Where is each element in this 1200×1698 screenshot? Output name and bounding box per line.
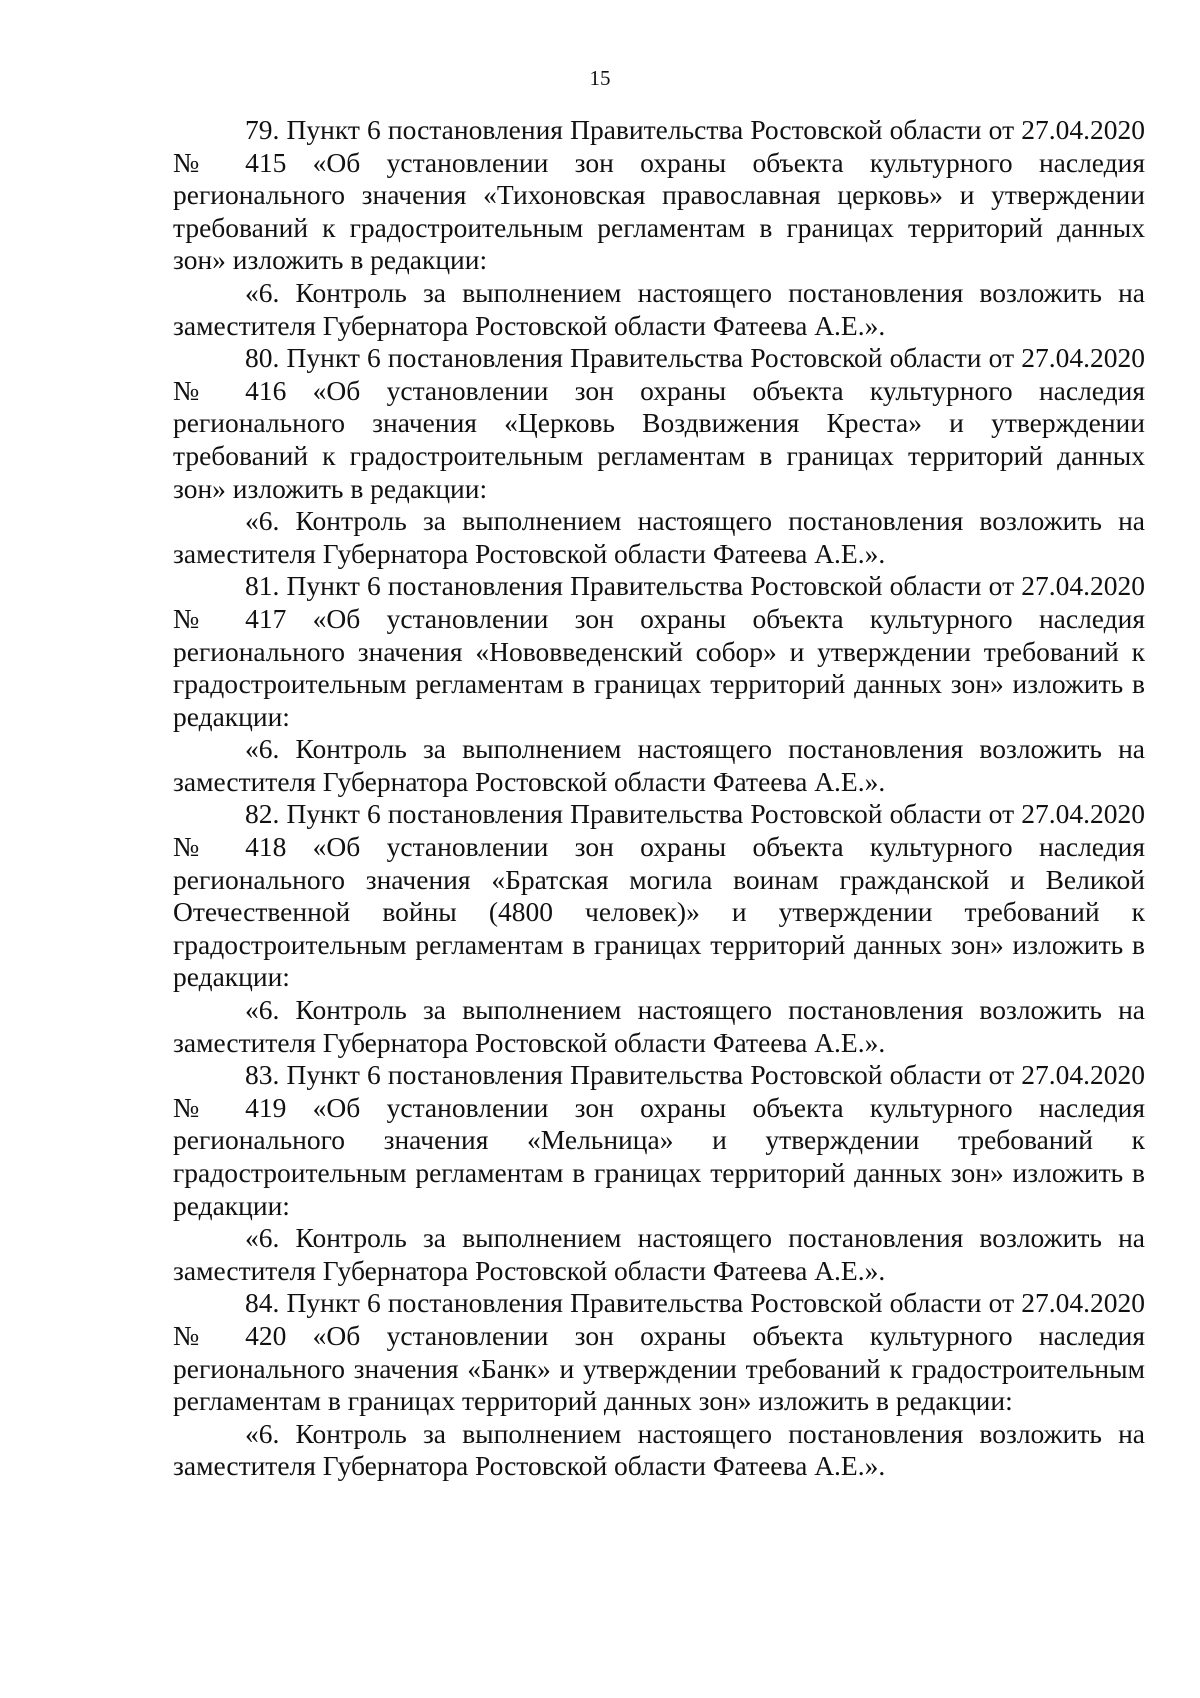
item-84-paragraph: 84. Пункт 6 постановления Правительства Ростовской области от 27.04.2020 № 420 «Об установлении зон охраны объекта культурного наследия регионального значения «Банк» и утверждении требований к градостроительным регламентам в границах территорий данных зон» изложить в редакции: (173, 1287, 1145, 1417)
item-82-paragraph: 82. Пункт 6 постановления Правительства Ростовской области от 27.04.2020 № 418 «Об установлении зон охраны объекта культурного наследия регионального значения «Братская могила воинам гражданской и Великой Отечественной войны (4800 человек)» и утверждении требований к градостроительным регламентам в границах территорий данных зон» изложить в редакции: (173, 798, 1145, 993)
item-83-control-clause: «6. Контроль за выполнением настоящего постановления возложить на заместителя Губернатора Ростовской области Фатеева А.Е.». (173, 1222, 1145, 1286)
item-81-control-clause: «6. Контроль за выполнением настоящего постановления возложить на заместителя Губернатора Ростовской области Фатеева А.Е.». (173, 733, 1145, 797)
item-80-paragraph: 80. Пункт 6 постановления Правительства Ростовской области от 27.04.2020 № 416 «Об установлении зон охраны объекта культурного наследия регионального значения «Церковь Воздвижения Креста» и утверждении требований к градостроительным регламентам в границах территорий данных зон» изложить в редакции: (173, 342, 1145, 504)
item-81-paragraph: 81. Пункт 6 постановления Правительства Ростовской области от 27.04.2020 № 417 «Об установлении зон охраны объекта культурного наследия регионального значения «Нововведенский собор» и утверждении требований к градостроительным регламентам в границах территорий данных зон» изложить в редакции: (173, 570, 1145, 732)
item-84-control-clause: «6. Контроль за выполнением настоящего постановления возложить на заместителя Губернатора Ростовской области Фатеева А.Е.». (173, 1417, 1145, 1482)
item-80-control-clause: «6. Контроль за выполнением настоящего постановления возложить на заместителя Губернатора Ростовской области Фатеева А.Е.». (173, 505, 1145, 569)
document-body (173, 114, 1145, 1483)
page-number: 15 (589, 66, 611, 90)
item-83-paragraph: 83. Пункт 6 постановления Правительства Ростовской области от 27.04.2020 № 419 «Об установлении зон охраны объекта культурного наследия регионального значения «Мельница» и утверждении требований к градостроительным регламентам в границах территорий данных зон» изложить в редакции: (173, 1059, 1145, 1221)
item-79-control-clause: «6. Контроль за выполнением настоящего постановления возложить на заместителя Губернатора Ростовской области Фатеева А.Е.». (173, 276, 1145, 341)
item-82-control-clause: «6. Контроль за выполнением настоящего постановления возложить на заместителя Губернатора Ростовской области Фатеева А.Е.». (173, 994, 1145, 1058)
item-79-paragraph: 79. Пункт 6 постановления Правительства Ростовской области от 27.04.2020 № 415 «Об установлении зон охраны объекта культурного наследия регионального значения «Тихоновская православная церковь» и утверждении требований к градостроительным регламентам в границах территорий данных зон» изложить в редакции: (173, 114, 1145, 276)
